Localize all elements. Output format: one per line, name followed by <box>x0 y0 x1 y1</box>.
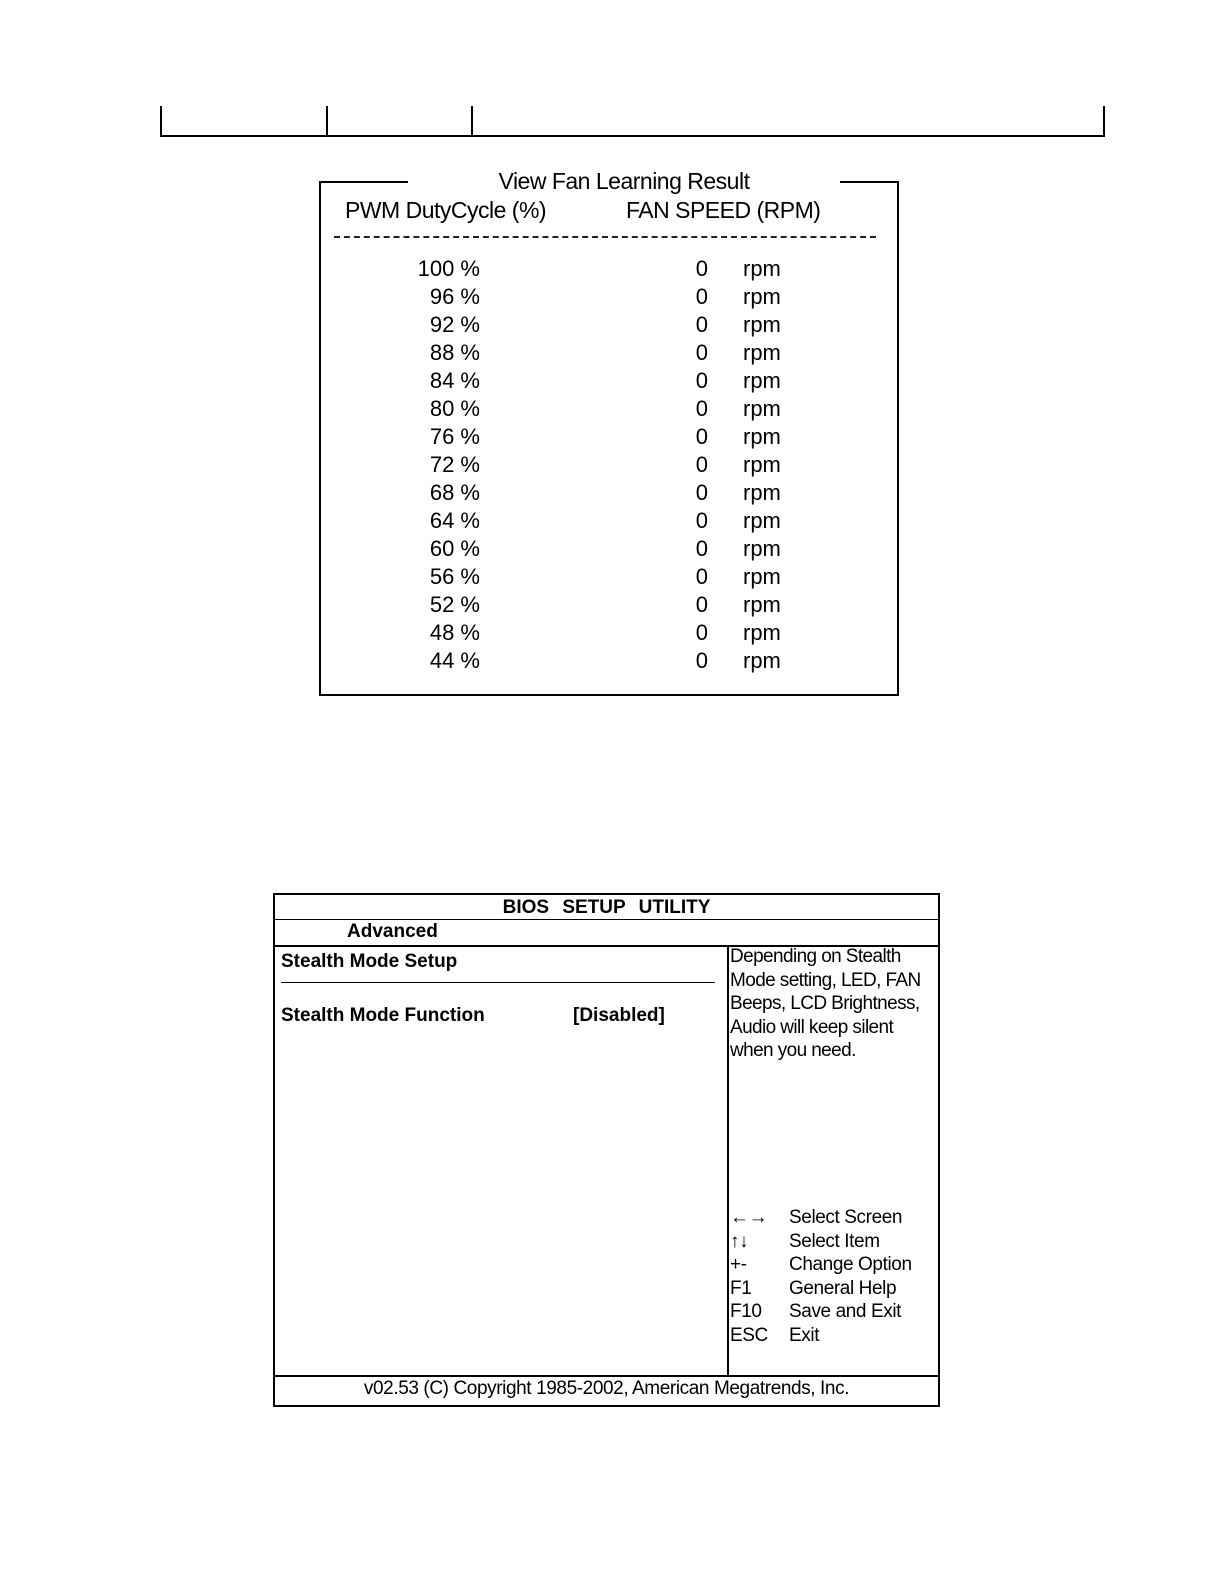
header-dashed-divider <box>334 236 876 238</box>
help-line: Beeps, LCD Brightness, <box>730 993 920 1014</box>
key-label: +- <box>730 1254 747 1275</box>
duty-cycle-value: 76 % <box>429 424 480 449</box>
duty-cycle-value: 88 % <box>429 340 480 365</box>
table-border-divider-1 <box>326 106 328 137</box>
fan-speed-unit: rpm <box>743 368 781 393</box>
fan-speed-value: 0 <box>695 536 708 561</box>
fan-speed-unit: rpm <box>743 592 781 617</box>
duty-cycle-value: 56 % <box>429 564 480 589</box>
help-line: Depending on Stealth <box>730 946 901 967</box>
fan-speed-value: 0 <box>695 284 708 309</box>
fan-speed-value: 0 <box>695 396 708 421</box>
fan-speed-value: 0 <box>695 620 708 645</box>
fan-speed-unit: rpm <box>743 648 781 673</box>
fan-speed-value: 0 <box>695 256 708 281</box>
fan-learning-row <box>0 452 1224 480</box>
fan-speed-unit: rpm <box>743 536 781 561</box>
fan-learning-title: View Fan Learning Result <box>408 168 840 195</box>
fan-speed-unit: rpm <box>743 284 781 309</box>
fan-speed-unit: rpm <box>743 564 781 589</box>
fan-speed-unit: rpm <box>743 508 781 533</box>
up-down-arrows-icon: ↑↓ <box>730 1231 749 1252</box>
fan-learning-row <box>0 284 1224 312</box>
fan-speed-unit: rpm <box>743 452 781 477</box>
duty-cycle-value: 52 % <box>429 592 480 617</box>
duty-cycle-value: 92 % <box>429 312 480 337</box>
fan-learning-row <box>0 508 1224 536</box>
fan-learning-row <box>0 620 1224 648</box>
key-description: Select Screen <box>789 1207 903 1228</box>
fan-learning-row <box>0 536 1224 564</box>
help-line: Mode setting, LED, FAN <box>730 969 921 991</box>
fan-speed-unit: rpm <box>743 424 781 449</box>
fan-learning-row <box>0 256 1224 284</box>
key-label: ESC <box>730 1325 768 1346</box>
key-description: General Help <box>789 1278 897 1299</box>
fan-speed-value: 0 <box>695 592 708 617</box>
fan-speed-value: 0 <box>695 508 708 533</box>
fan-speed-value: 0 <box>695 424 708 449</box>
duty-cycle-value: 96 % <box>429 284 480 309</box>
copyright-footer: v02.53 (C) Copyright 1985-2002, American Megatrends, Inc. <box>363 1378 850 1399</box>
fan-learning-row <box>0 340 1224 368</box>
duty-cycle-value: 64 % <box>429 508 480 533</box>
title-divider <box>275 919 938 920</box>
key-label: F10 <box>730 1301 762 1322</box>
bios-title: BIOS SETUP UTILITY <box>502 897 711 918</box>
section-rule <box>281 982 715 983</box>
help-line: when you need. <box>730 1040 856 1061</box>
key-description: Exit <box>789 1325 820 1346</box>
fan-learning-row <box>0 396 1224 424</box>
key-description: Save and Exit <box>789 1301 902 1322</box>
table-border-right <box>1103 106 1105 137</box>
fan-learning-row <box>0 564 1224 592</box>
fan-speed-value: 0 <box>695 452 708 477</box>
duty-cycle-value: 72 % <box>429 452 480 477</box>
duty-cycle-value: 44 % <box>429 648 480 673</box>
tab-advanced[interactable]: Advanced <box>347 921 438 942</box>
help-panel-divider <box>727 946 729 1376</box>
help-line: Audio will keep silent <box>730 1016 894 1038</box>
fan-speed-unit: rpm <box>743 340 781 365</box>
fan-speed-value: 0 <box>695 648 708 673</box>
fan-learning-row <box>0 480 1224 508</box>
fan-speed-value: 0 <box>695 368 708 393</box>
stealth-mode-function-value[interactable]: [Disabled] <box>573 1005 665 1026</box>
help-text <box>730 945 940 1063</box>
key-description: Select Item <box>789 1231 880 1252</box>
fan-learning-row <box>0 368 1224 396</box>
fan-learning-row <box>0 312 1224 340</box>
fan-speed-unit: rpm <box>743 620 781 645</box>
fan-speed-value: 0 <box>695 564 708 589</box>
pwm-column-header: PWM DutyCycle (%) <box>345 197 547 223</box>
fan-speed-value: 0 <box>695 340 708 365</box>
stealth-mode-function-label[interactable]: Stealth Mode Function <box>281 1005 485 1026</box>
table-border-divider-2 <box>471 106 473 137</box>
duty-cycle-value: 84 % <box>429 368 480 393</box>
section-title: Stealth Mode Setup <box>281 951 458 972</box>
duty-cycle-value: 48 % <box>429 620 480 645</box>
fan-learning-row <box>0 424 1224 452</box>
table-border-bottom <box>160 135 1105 137</box>
fan-learning-row <box>0 648 1224 676</box>
fan-speed-unit: rpm <box>743 480 781 505</box>
fan-learning-row <box>0 592 1224 620</box>
duty-cycle-value: 100 % <box>417 256 480 281</box>
left-right-arrows-icon: ←→ <box>730 1207 768 1228</box>
table-border-left <box>160 106 162 137</box>
duty-cycle-value: 60 % <box>429 536 480 561</box>
duty-cycle-value: 80 % <box>429 396 480 421</box>
fan-speed-value: 0 <box>695 312 708 337</box>
duty-cycle-value: 68 % <box>429 480 480 505</box>
table-fragment <box>160 106 1105 137</box>
fan-speed-unit: rpm <box>743 396 781 421</box>
key-description: Change Option <box>789 1254 912 1275</box>
bios-window <box>273 893 940 1407</box>
key-label: F1 <box>730 1278 752 1299</box>
fan-speed-unit: rpm <box>743 256 781 281</box>
fan-speed-unit: rpm <box>743 312 781 337</box>
fan-speed-column-header: FAN SPEED (RPM) <box>626 197 821 223</box>
fan-speed-value: 0 <box>695 480 708 505</box>
